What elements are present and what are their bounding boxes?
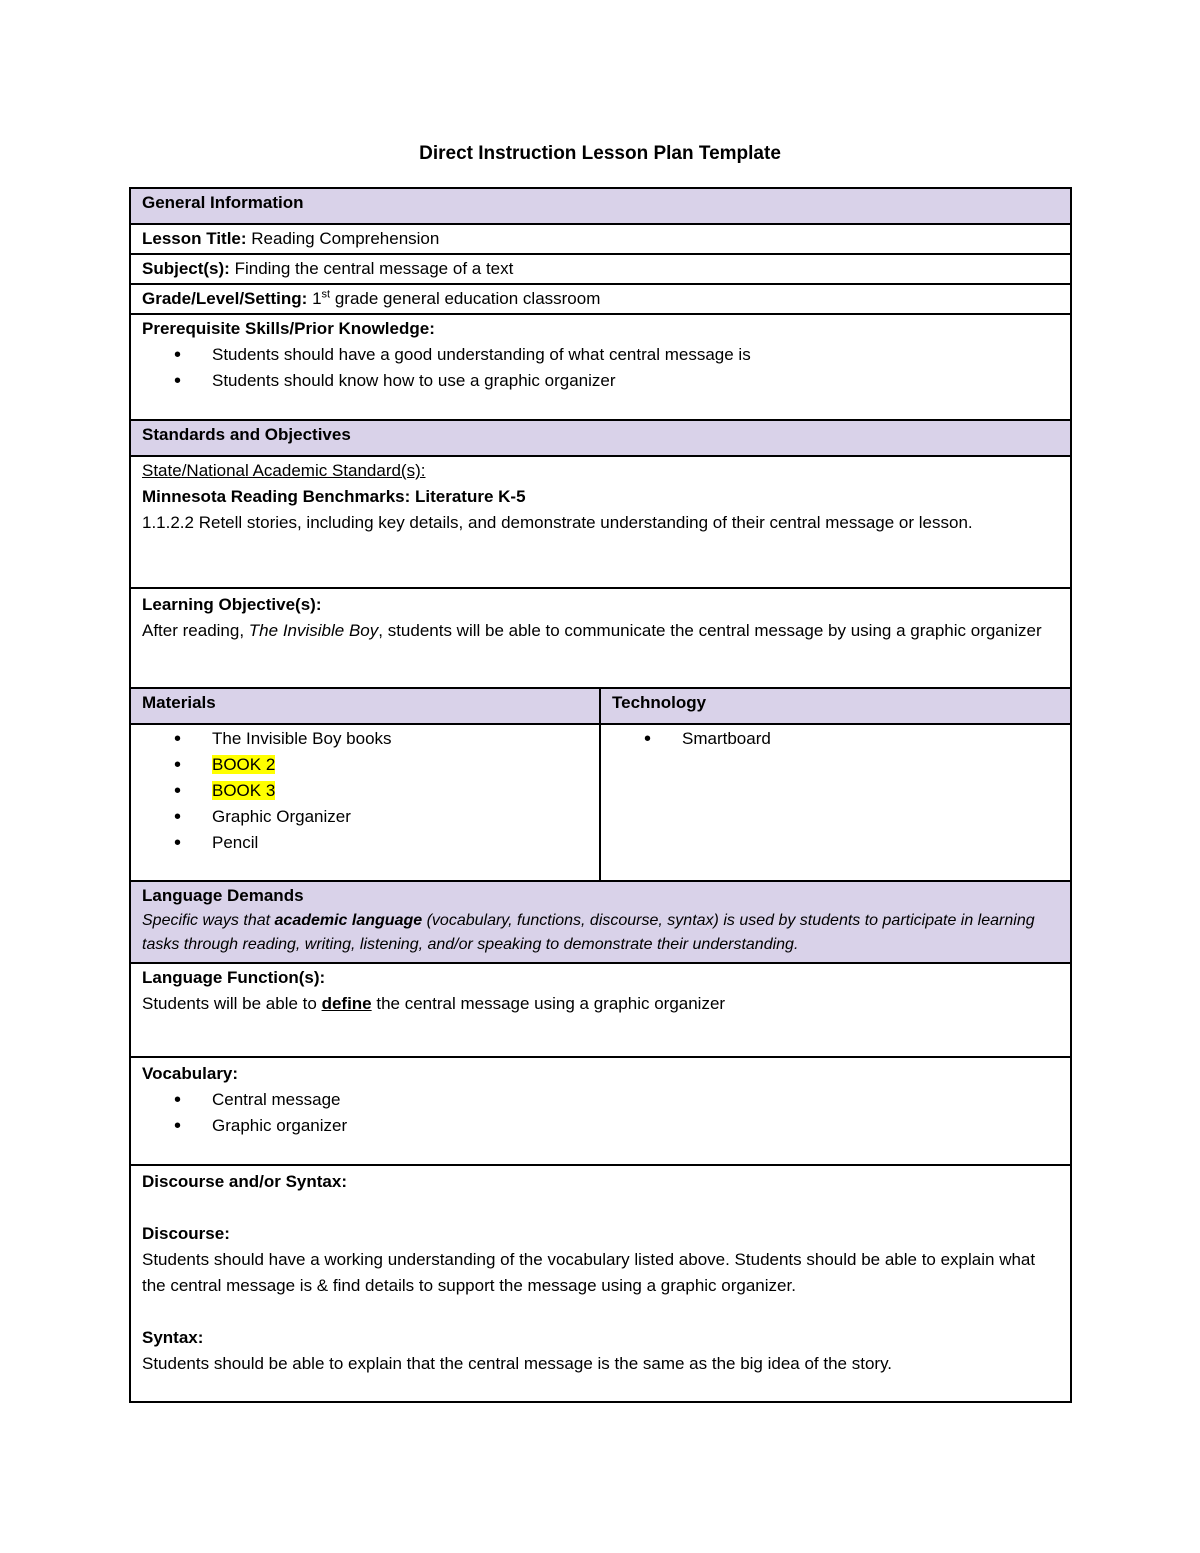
grade-row — [130, 284, 1071, 314]
syntax-label: Syntax: — [142, 1328, 204, 1347]
materials-list — [142, 726, 588, 856]
grade-number: 1 — [312, 289, 322, 308]
standard-text: 1.1.2.2 Retell stories, including key details, and demonstrate understanding of their central message or lesson. — [142, 513, 973, 532]
list-item: • Pencil — [142, 830, 588, 856]
grade-setting: grade general education classroom — [334, 289, 601, 308]
technology-cell — [600, 724, 1071, 881]
lesson-title-label: Lesson Title: — [142, 229, 247, 248]
standard-label: State/National Academic Standard(s): — [142, 461, 426, 480]
objective-text-end: , students will be able to communicate the central message by using a graphic organizer — [378, 621, 1042, 640]
materials-cell — [130, 724, 600, 881]
list-item: • Smartboard — [612, 726, 1059, 752]
discourse-label: Discourse: — [142, 1224, 230, 1243]
grade-label: Grade/Level/Setting: — [142, 289, 308, 308]
technology-list — [612, 726, 1059, 752]
lesson-title-row — [130, 224, 1071, 254]
discourse-syntax-row — [130, 1165, 1071, 1402]
objective-text-start: After reading, — [142, 621, 245, 640]
list-item — [142, 752, 588, 778]
list-item: • Graphic organizer — [142, 1113, 1059, 1139]
technology-header: Technology — [600, 688, 1071, 724]
discourse-text: Students should have a working understanding of the vocabulary listed above. Students should be able to explain what the central message is & find details to support the message using a graphic organizer. — [142, 1250, 1036, 1295]
function-word: define — [321, 994, 372, 1013]
vocabulary-label: Vocabulary: — [142, 1064, 239, 1083]
language-function-text — [142, 991, 1059, 1017]
prerequisite-list — [142, 342, 1059, 394]
list-item: • Students should have a good understanding of what central message is — [142, 342, 1059, 368]
highlighted-text: BOOK 2 — [212, 755, 276, 774]
list-item: • Central message — [142, 1087, 1059, 1113]
function-text-end: the central message using a graphic organizer — [376, 994, 726, 1013]
prerequisite-label: Prerequisite Skills/Prior Knowledge: — [142, 319, 435, 338]
language-demands-header — [130, 881, 1071, 963]
page-title: Direct Instruction Lesson Plan Template — [419, 143, 781, 164]
list-item: • The Invisible Boy books — [142, 726, 588, 752]
subject-value: Finding the central message of a text — [234, 259, 514, 278]
function-text-start: Students will be able to — [142, 994, 317, 1013]
language-function-label: Language Function(s): — [142, 968, 326, 987]
lesson-plan-table — [129, 187, 1072, 1403]
vocabulary-row — [130, 1057, 1071, 1165]
standards-row — [130, 456, 1071, 588]
list-item — [142, 778, 588, 804]
note-text-end: (vocabulary, functions, discourse, syntax) is used by students to participate in learning tasks through reading, writing, listening, and/or speaking to demonstrate their understanding. — [142, 912, 1035, 953]
benchmark-title: Minnesota Reading Benchmarks: Literature K-5 — [142, 487, 526, 506]
vocabulary-list — [142, 1087, 1059, 1139]
standards-objectives-header: Standards and Objectives — [130, 420, 1071, 456]
grade-suffix: st — [321, 288, 331, 301]
objective-label: Learning Objective(s): — [142, 595, 322, 614]
note-text-start: Specific ways that — [142, 912, 271, 929]
syntax-text: Students should be able to explain that the central message is the same as the big idea of the story. — [142, 1354, 893, 1373]
note-bold: academic language — [274, 912, 423, 929]
book-title: The Invisible Boy — [248, 621, 379, 640]
subject-label: Subject(s): — [142, 259, 230, 278]
subject-row — [130, 254, 1071, 284]
language-demands-note — [142, 909, 1059, 957]
list-item: • Students should know how to use a graphic organizer — [142, 368, 1059, 394]
list-item: • Graphic Organizer — [142, 804, 588, 830]
general-information-header: General Information — [130, 188, 1071, 224]
prerequisite-row — [130, 314, 1071, 420]
language-function-row — [130, 963, 1071, 1057]
lesson-title-value: Reading Comprehension — [251, 229, 440, 248]
language-demands-title: Language Demands — [142, 886, 304, 905]
highlighted-text: BOOK 3 — [212, 781, 276, 800]
objective-text — [142, 618, 1059, 644]
materials-header: Materials — [130, 688, 600, 724]
discourse-syntax-label: Discourse and/or Syntax: — [142, 1172, 348, 1191]
objectives-row — [130, 588, 1071, 688]
